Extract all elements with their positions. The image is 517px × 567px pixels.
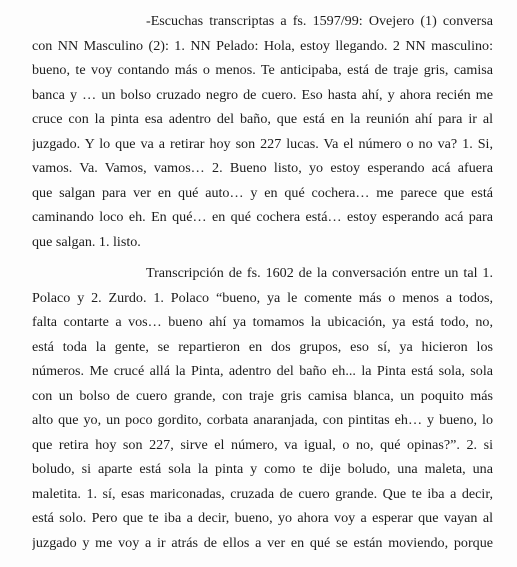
text-line: vamos. Va. Vamos, vamos… 2. Bueno listo, yo estoy esperando acá afuera	[32, 160, 493, 176]
text-line: con NN Masculino (2): 1. NN Pelado: Hola, estoy llegando. 2 NN masculino:	[32, 38, 493, 54]
text-line: cruce con la pinta esa adentro del baño, que está en la reunión ahí para ir al	[32, 111, 493, 127]
text-line: caminando loco eh. En qué… en qué cochera está… estoy esperando acá para	[32, 209, 493, 225]
text-line: números. Me crucé allá la Pinta, adentro del baño eh... la Pinta está sola, sola	[32, 363, 493, 379]
text-line: bueno, te voy contando más o menos. Te anticipaba, está de traje gris, camisa	[32, 62, 493, 78]
text-line: -Escuchas transcriptas a fs. 1597/99: Ovejero (1) conversa	[146, 13, 493, 29]
text-line: que salgan para ver en qué auto… y en qué cochera… me parece que está	[32, 185, 493, 201]
text-line: con un bolso de cuero grande, con traje gris camisa blanca, un poquito más	[32, 388, 493, 404]
text-line: juzgado y me voy a ir atrás de ellos a ver en qué se están moviendo, porque	[32, 535, 493, 551]
text-line: Transcripción de fs. 1602 de la conversación entre un tal 1.	[146, 265, 493, 281]
text-line: falta contarte a vos… bueno ahí ya tomamos la ubicación, ya está todo, no,	[32, 314, 493, 330]
text-line: juzgado. Y lo que va a retirar hoy son 227 lucas. Va el número o no va? 1. Si,	[32, 136, 493, 152]
text-line: está solo. Pero que te iba a decir, bueno, yo ahora voy a esperar que vayan al	[32, 510, 493, 526]
text-line: maletita. 1. sí, esas mariconadas, cruzada de cuero grande. Que te iba a decir,	[32, 486, 493, 502]
text-line: boludo, si aparte está sola la pinta y como te dije boludo, una maleta, una	[32, 461, 493, 477]
text-line: está toda la gente, se repartieron en dos grupos, eso sí, ya hicieron los	[32, 339, 493, 355]
text-line: banca y … un bolso cruzado negro de cuero. Eso hasta ahí, y ahora recién me	[32, 87, 493, 103]
text-line: que retira hoy son 227, sirve el número, va igual, o no, qué opinas?”. 2. si	[32, 437, 493, 453]
text-line: Polaco y 2. Zurdo. 1. Polaco “bueno, ya le comente más o menos a todos,	[32, 290, 493, 306]
text-line: que salgan. 1. listo.	[32, 234, 141, 250]
text-line: alto que yo, un poco gordito, corbata anaranjada, con pintitas eh… y bueno, lo	[32, 412, 493, 428]
